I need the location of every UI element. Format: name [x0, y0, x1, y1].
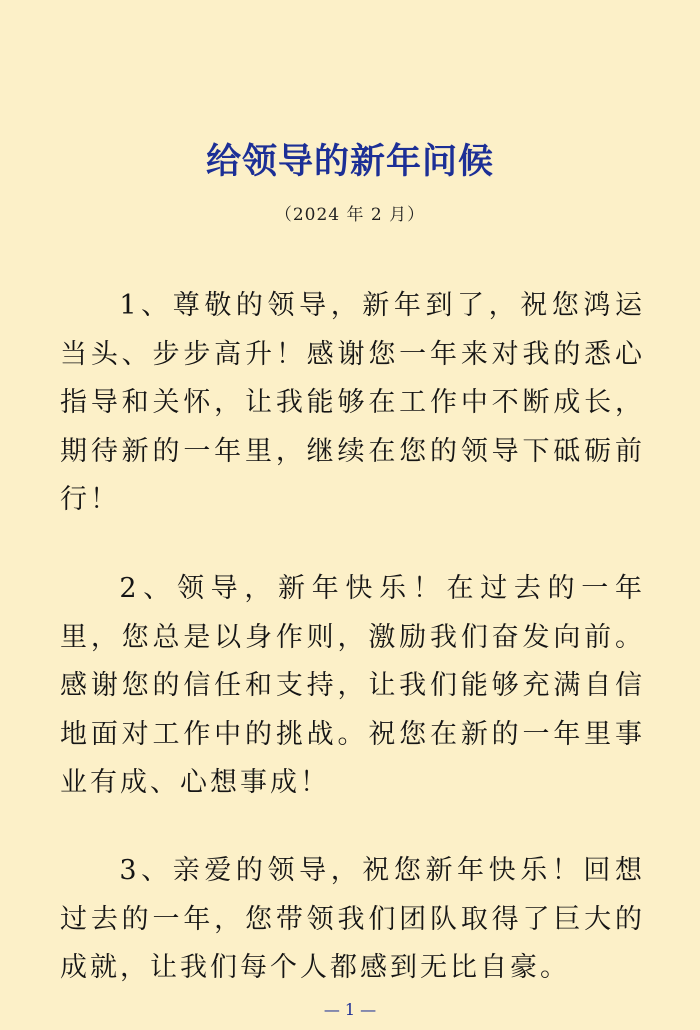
- document-title: 给领导的新年问候: [205, 141, 494, 182]
- greeting-paragraph-3: 3、亲爱的领导，祝您新年快乐！回想过去的一年，您带领我们团队取得了巨大的成就，让我们每个人都感到无比自豪。: [60, 855, 645, 983]
- document-date: （2024 年 2 月）: [274, 205, 426, 225]
- greeting-paragraph-1: 1、尊敬的领导，新年到了，祝您鸿运当头、步步高升！感谢您一年来对我的悉心指导和关怀，让我能够在工作中不断成长，期待新的一年里，继续在您的领导下砥砺前行！: [60, 290, 645, 515]
- page-number: — 1 —: [323, 1000, 377, 1019]
- greeting-paragraph-2: 2、领导，新年快乐！在过去的一年里，您总是以身作则，激励我们奋发向前。感谢您的信任和支持，让我们能够充满自信地面对工作中的挑战。祝您在新的一年里事业有成、心想事成！: [60, 573, 645, 798]
